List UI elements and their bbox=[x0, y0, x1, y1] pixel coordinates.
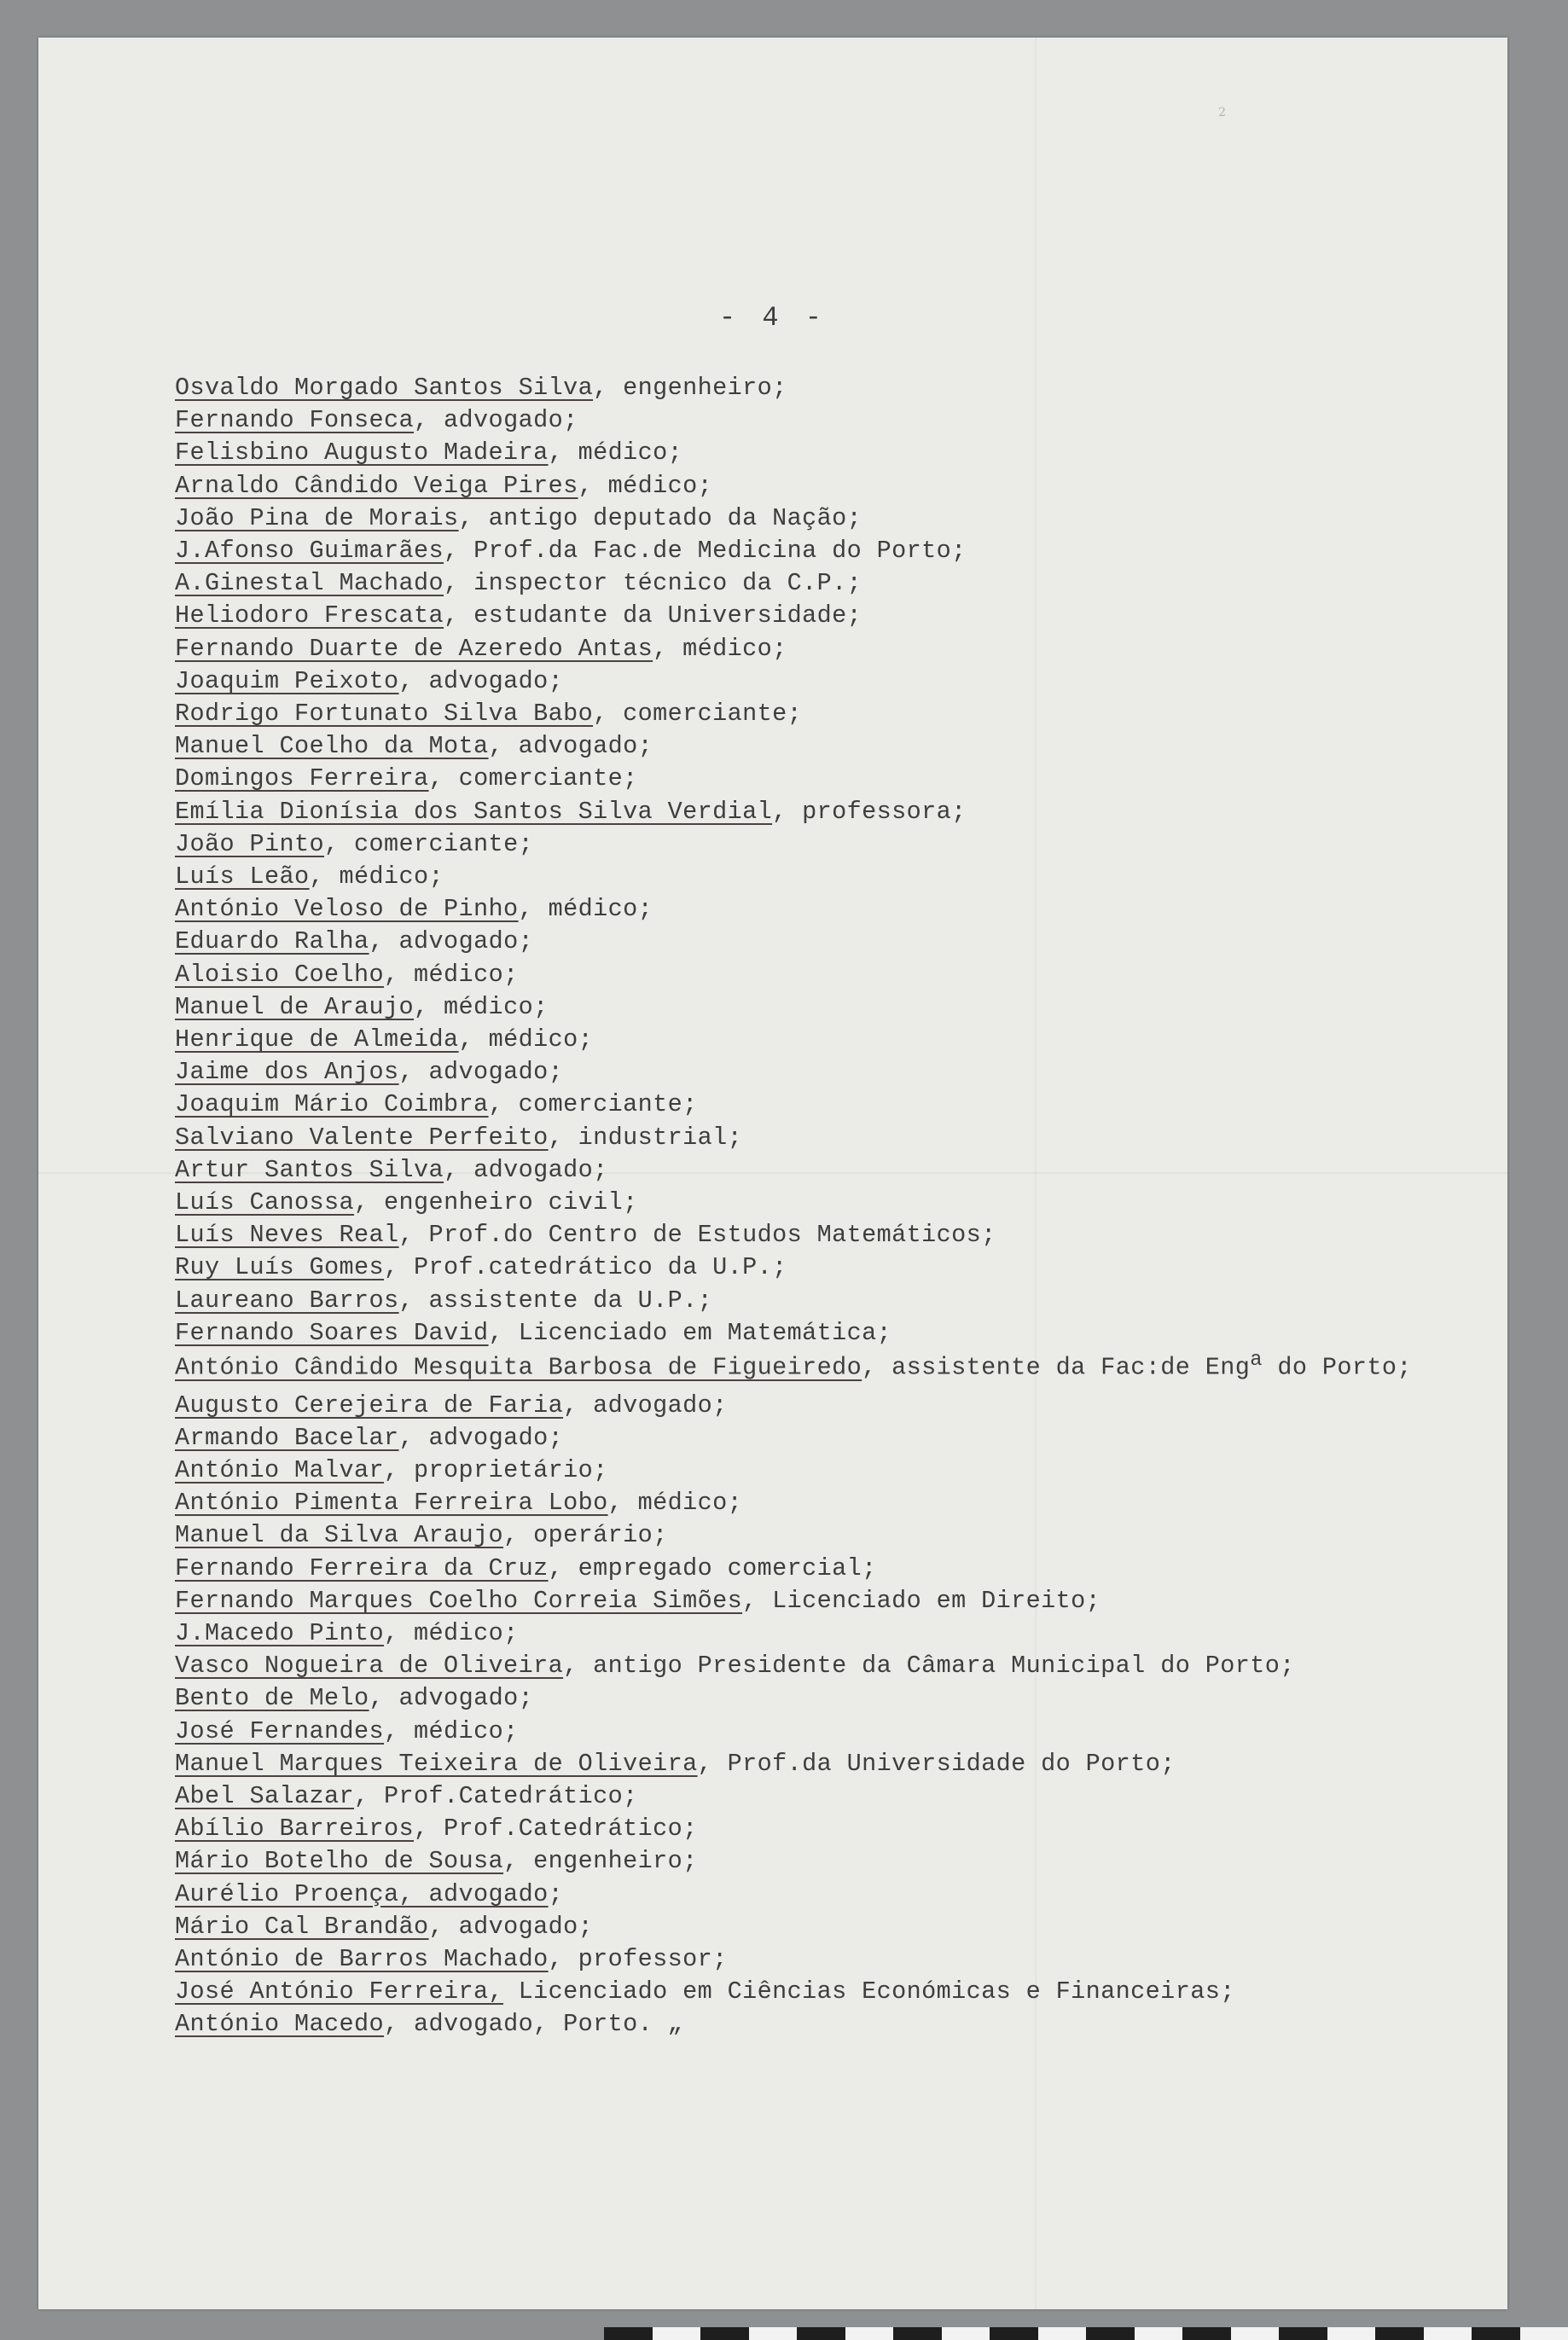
person-name: Rodrigo Fortunato Silva Babo bbox=[175, 700, 594, 729]
person-description: , professor; bbox=[548, 1945, 728, 1974]
person-description: , proprietário; bbox=[384, 1456, 608, 1484]
ruler-segment bbox=[1182, 2327, 1231, 2340]
person-name: Joaquim Peixoto bbox=[175, 666, 399, 695]
list-item bbox=[175, 1422, 1472, 1455]
person-description: , médico; bbox=[653, 634, 787, 663]
person-description: , advogado; bbox=[369, 1684, 534, 1713]
list-item bbox=[175, 1650, 1472, 1682]
ruler-segment bbox=[1231, 2327, 1280, 2340]
person-description: , médico; bbox=[384, 1619, 519, 1648]
person-name: Arnaldo Cândido Veiga Pires bbox=[175, 471, 578, 500]
list-item bbox=[175, 991, 1472, 1024]
person-name: António de Barros Machado bbox=[175, 1945, 549, 1974]
person-name: Luís Leão bbox=[175, 862, 310, 891]
ruler-segment bbox=[653, 2327, 701, 2340]
person-description: ; bbox=[548, 1879, 564, 1908]
list-item bbox=[175, 1976, 1472, 2008]
list-item bbox=[175, 1251, 1472, 1284]
person-description: , médico; bbox=[458, 1025, 594, 1054]
person-description: , médico; bbox=[309, 862, 444, 891]
person-description: , Prof.Catedrático; bbox=[354, 1782, 638, 1811]
ruler-segment bbox=[1086, 2327, 1135, 2340]
person-description: , médico; bbox=[578, 471, 713, 500]
person-name: Manuel de Araujo bbox=[175, 992, 415, 1021]
list-item bbox=[175, 1553, 1472, 1585]
list-item bbox=[175, 404, 1472, 437]
ruler-segment bbox=[1135, 2327, 1183, 2340]
person-description: , advogado; bbox=[563, 1391, 728, 1420]
person-description: , advogado; bbox=[488, 732, 653, 761]
person-name: Bento de Melo bbox=[175, 1684, 369, 1713]
list-item bbox=[175, 567, 1472, 600]
ruler-segment bbox=[1424, 2327, 1472, 2340]
person-description: , advogado; bbox=[428, 1912, 594, 1941]
list-item bbox=[175, 828, 1472, 861]
person-name: António Pimenta Ferreira Lobo bbox=[175, 1489, 608, 1518]
person-name: Fernando Duarte de Azeredo Antas bbox=[175, 634, 653, 663]
person-name: João Pina de Morais bbox=[175, 503, 459, 532]
list-item bbox=[175, 893, 1472, 926]
person-name: Aurélio Proença, advogado bbox=[175, 1879, 549, 1908]
ruler-segment bbox=[845, 2327, 894, 2340]
person-name: Osvaldo Morgado Santos Silva bbox=[175, 374, 594, 402]
person-name: José Fernandes bbox=[175, 1716, 385, 1745]
list-item bbox=[175, 1455, 1472, 1487]
list-item bbox=[175, 502, 1472, 535]
person-name: Manuel Coelho da Mota bbox=[175, 732, 489, 761]
list-item bbox=[175, 1748, 1472, 1780]
ruler-segment bbox=[1375, 2327, 1424, 2340]
person-description: , médico; bbox=[414, 992, 549, 1021]
person-description: , médico; bbox=[384, 1716, 519, 1745]
person-description-continued: do Porto; bbox=[1262, 1353, 1412, 1382]
person-description: , advogado; bbox=[398, 1423, 564, 1452]
person-description: , advogado; bbox=[369, 927, 534, 956]
person-description: , Licenciado em Direito; bbox=[742, 1586, 1101, 1615]
person-description: , Prof.catedrático da U.P.; bbox=[384, 1253, 787, 1282]
list-item bbox=[175, 1585, 1472, 1617]
person-name: A.Ginestal Machado bbox=[175, 569, 444, 598]
list-item bbox=[175, 1317, 1472, 1350]
person-name: Emília Dionísia dos Santos Silva Verdial bbox=[175, 797, 773, 826]
ruler-segment bbox=[1038, 2327, 1087, 2340]
person-name: Augusto Cerejeira de Faria bbox=[175, 1391, 564, 1420]
person-name: Eduardo Ralha bbox=[175, 927, 369, 956]
ruler-segment bbox=[990, 2327, 1038, 2340]
person-name: Joaquim Mário Coimbra bbox=[175, 1090, 489, 1119]
list-item bbox=[175, 1350, 1472, 1390]
list-item bbox=[175, 1285, 1472, 1317]
person-description: , assistente da U.P.; bbox=[398, 1286, 713, 1315]
person-description: , advogado; bbox=[398, 666, 564, 695]
list-item bbox=[175, 600, 1472, 632]
list-item bbox=[175, 959, 1472, 991]
person-name: Henrique de Almeida bbox=[175, 1025, 459, 1054]
list-item bbox=[175, 861, 1472, 893]
person-name: Aloisio Coelho bbox=[175, 960, 385, 989]
list-item bbox=[175, 1780, 1472, 1813]
person-name: Manuel da Silva Araujo bbox=[175, 1521, 504, 1550]
list-item bbox=[175, 1390, 1472, 1422]
person-name: António Veloso de Pinho bbox=[175, 895, 519, 924]
person-name: Mário Cal Brandão bbox=[175, 1912, 429, 1941]
person-description: , industrial; bbox=[548, 1123, 743, 1152]
list-item bbox=[175, 1943, 1472, 1976]
person-description: , antigo deputado da Nação; bbox=[458, 503, 862, 532]
list-item bbox=[175, 470, 1472, 502]
ruler-segment bbox=[1279, 2327, 1327, 2340]
person-description: , Prof.Catedrático; bbox=[414, 1815, 698, 1844]
person-name: Domingos Ferreira bbox=[175, 764, 429, 793]
person-description: , Prof.da Universidade do Porto; bbox=[697, 1749, 1176, 1778]
person-description: , empregado comercial; bbox=[548, 1553, 877, 1582]
person-name: Luís Canossa bbox=[175, 1188, 355, 1217]
list-item bbox=[175, 1219, 1472, 1251]
person-name: Laureano Barros bbox=[175, 1286, 399, 1315]
person-name: Fernando Ferreira da Cruz bbox=[175, 1553, 549, 1582]
person-description: , advogado, Porto. „ bbox=[384, 2010, 683, 2039]
person-description: , assistente da Fac:de Eng bbox=[862, 1353, 1251, 1382]
person-description: , antigo Presidente da Câmara Municipal do Porto; bbox=[563, 1652, 1295, 1681]
list-item bbox=[175, 763, 1472, 795]
person-description: , professora; bbox=[772, 797, 967, 826]
person-name: Armando Bacelar bbox=[175, 1423, 399, 1452]
person-description: , comerciante; bbox=[428, 764, 638, 793]
person-name: Manuel Marques Teixeira de Oliveira bbox=[175, 1749, 698, 1778]
ruler-segment bbox=[893, 2327, 942, 2340]
list-item bbox=[175, 1878, 1472, 1911]
list-item bbox=[175, 730, 1472, 763]
superscript: a bbox=[1250, 1349, 1263, 1373]
list-item bbox=[175, 1024, 1472, 1056]
signatory-list bbox=[175, 372, 1472, 2041]
person-description: Licenciado em Ciências Económicas e Financeiras; bbox=[503, 1977, 1235, 2006]
list-item bbox=[175, 1911, 1472, 1943]
list-item bbox=[175, 1617, 1472, 1650]
list-item bbox=[175, 535, 1472, 567]
person-description: , estudante da Universidade; bbox=[444, 601, 862, 630]
list-item bbox=[175, 1519, 1472, 1552]
list-item bbox=[175, 1487, 1472, 1519]
person-description: , inspector técnico da C.P.; bbox=[444, 569, 862, 598]
person-name: Jaime dos Anjos bbox=[175, 1058, 399, 1087]
list-item bbox=[175, 1187, 1472, 1219]
person-name: Salviano Valente Perfeito bbox=[175, 1123, 549, 1152]
person-name: Luís Neves Real bbox=[175, 1221, 399, 1250]
ruler-segment bbox=[604, 2327, 653, 2340]
person-name: Artur Santos Silva bbox=[175, 1155, 444, 1184]
person-name: Abílio Barreiros bbox=[175, 1815, 415, 1844]
ruler-segment bbox=[1520, 2327, 1568, 2340]
person-description: , comerciante; bbox=[324, 829, 534, 858]
ruler-segment bbox=[1327, 2327, 1376, 2340]
list-item bbox=[175, 1122, 1472, 1154]
corner-mark: 2 bbox=[1218, 106, 1226, 119]
list-item bbox=[175, 1154, 1472, 1187]
person-name: Heliodoro Frescata bbox=[175, 601, 444, 630]
person-description: , engenheiro; bbox=[593, 374, 787, 402]
person-name: Abel Salazar bbox=[175, 1782, 355, 1811]
person-name: Fernando Fonseca bbox=[175, 406, 415, 435]
person-name: João Pinto bbox=[175, 829, 325, 858]
list-item bbox=[175, 926, 1472, 958]
list-item bbox=[175, 796, 1472, 828]
person-name: Fernando Soares David bbox=[175, 1318, 489, 1347]
list-item bbox=[175, 372, 1472, 404]
list-item bbox=[175, 1813, 1472, 1845]
person-name: Ruy Luís Gomes bbox=[175, 1253, 385, 1282]
list-item bbox=[175, 1056, 1472, 1089]
person-description: , advogado; bbox=[398, 1058, 564, 1087]
list-item bbox=[175, 1089, 1472, 1121]
person-description: , Prof.da Fac.de Medicina do Porto; bbox=[444, 537, 967, 566]
list-item bbox=[175, 633, 1472, 665]
person-description: , comerciante; bbox=[488, 1090, 698, 1119]
ruler-segment bbox=[797, 2327, 845, 2340]
ruler-segment bbox=[749, 2327, 798, 2340]
person-name: J.Afonso Guimarães bbox=[175, 537, 444, 566]
list-item bbox=[175, 1716, 1472, 1748]
person-name: Fernando Marques Coelho Correia Simões bbox=[175, 1586, 743, 1615]
person-description: , médico; bbox=[518, 895, 653, 924]
document-page bbox=[38, 38, 1507, 2309]
person-description: , engenheiro civil; bbox=[354, 1188, 638, 1217]
person-description: , Prof.do Centro de Estudos Matemáticos; bbox=[398, 1221, 996, 1250]
list-item bbox=[175, 698, 1472, 730]
person-description: , médico; bbox=[548, 438, 683, 467]
person-description: , Licenciado em Matemática; bbox=[488, 1318, 892, 1347]
person-description: , médico; bbox=[384, 960, 519, 989]
person-name: António Cândido Mesquita Barbosa de Figueiredo bbox=[175, 1353, 862, 1382]
person-description: , médico; bbox=[607, 1489, 743, 1518]
person-name: António Malvar bbox=[175, 1456, 385, 1484]
ruler-segment bbox=[942, 2327, 990, 2340]
list-item bbox=[175, 2008, 1472, 2041]
scale-ruler bbox=[604, 2327, 1568, 2340]
person-description: , operário; bbox=[503, 1521, 668, 1550]
person-name: J.Macedo Pinto bbox=[175, 1619, 385, 1648]
list-item bbox=[175, 1845, 1472, 1878]
page-number: - 4 - bbox=[718, 302, 827, 334]
ruler-segment bbox=[700, 2327, 749, 2340]
person-name: José António Ferreira, bbox=[175, 1977, 504, 2006]
person-name: Vasco Nogueira de Oliveira bbox=[175, 1652, 564, 1681]
person-name: Felisbino Augusto Madeira bbox=[175, 438, 549, 467]
person-name: Mário Botelho de Sousa bbox=[175, 1847, 504, 1876]
list-item bbox=[175, 437, 1472, 469]
person-description: , engenheiro; bbox=[503, 1847, 698, 1876]
person-description: , advogado; bbox=[444, 1155, 608, 1184]
ruler-segment bbox=[1472, 2327, 1520, 2340]
list-item bbox=[175, 1682, 1472, 1715]
person-description: , advogado; bbox=[414, 406, 578, 435]
person-description: , comerciante; bbox=[593, 700, 803, 729]
list-item bbox=[175, 665, 1472, 698]
person-name: António Macedo bbox=[175, 2010, 385, 2039]
